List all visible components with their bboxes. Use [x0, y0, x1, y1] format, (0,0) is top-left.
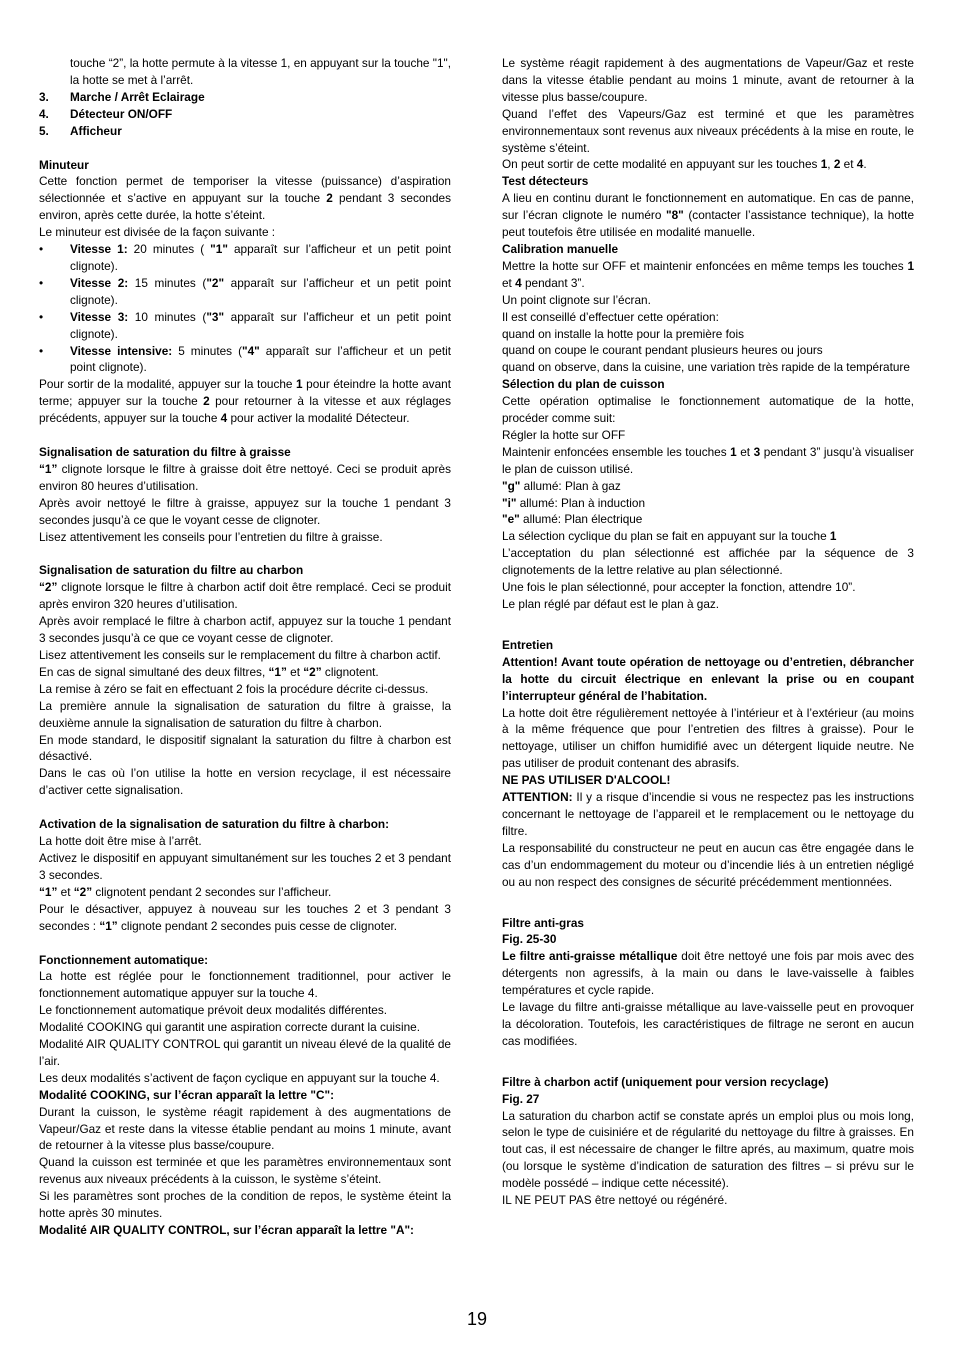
section-heading-test: Test détecteurs: [502, 174, 589, 189]
paragraph: “2” clignote lorsque le filtre à charbon actif doit être remplacé. Ceci se produit après environ 320 heures d’utilisation.: [39, 580, 451, 612]
bullet-item: • Vitesse 3: 10 minutes ("3" apparaît sur l’afficheur et un petit point clignote).: [39, 309, 451, 341]
paragraph: Un point clignote sur l’écran.: [502, 292, 651, 307]
paragraph: La hotte est réglée pour le fonctionnement traditionnel, pour activer le fonctionnement automatique appuyer sur la touche 4.: [39, 969, 451, 1001]
paragraph: La remise à zéro se fait en effectuant 2 fois la procédure décrite ci-dessus.: [39, 681, 429, 696]
paragraph: Quand l’effet des Vapeurs/Gaz est terminé et que les paramètres environnementaux sont revenus aux niveaux précédents à la mise en route, le système s’éteint.: [502, 106, 914, 155]
figure-reference: Fig. 27: [502, 1091, 540, 1106]
paragraph: Lisez attentivement les conseils sur le remplacement du filtre à charbon actif.: [39, 648, 441, 662]
paragraph: La sélection cyclique du plan se fait en appuyant sur la touche 1: [502, 529, 837, 544]
subheading-air-quality: Modalité AIR QUALITY CONTROL, sur l’écran apparaît la lettre "A":: [39, 1223, 414, 1237]
left-column: [39, 55, 451, 1239]
list-item: [39, 89, 451, 106]
paragraph: quand on installe la hotte pour la première fois: [502, 326, 744, 341]
section-heading-calibration: Calibration manuelle: [502, 241, 619, 256]
section-heading-entretien: Entretien: [502, 637, 554, 652]
paragraph: A lieu en continu durant le fonctionnement en automatique. En cas de panne, sur l’écran clignote le numéro "8" (contacter l’assistance technique), la hotte peut toutefois être utilisée en modalité manuelle.: [502, 191, 915, 240]
section-heading-plan: Sélection du plan de cuisson: [502, 377, 665, 392]
paragraph: Quand la cuisson est terminée et que les paramètres environnementaux sont revenus aux niveaux précédents à la cuisson, le système s’éteint.: [39, 1155, 451, 1187]
paragraph: “1” et “2” clignotent pendant 2 secondes sur l’afficheur.: [39, 884, 332, 899]
paragraph: Le filtre anti-graisse métallique doit être nettoyé une fois par mois avec des détergents non agressifs, à la main ou dans le lave-vaisselle à faibles températures et cycle rapide.: [502, 949, 915, 998]
paragraph: On peut sortir de cette modalité en appuyant sur les touches 1, 2 et 4.: [502, 157, 867, 172]
paragraph: Il est conseillé d’effectuer cette opération:: [502, 309, 719, 324]
paragraph: quand on observe, dans la cuisine, une variation très rapide de la température: [502, 360, 910, 375]
section-heading-charbon: Signalisation de saturation du filtre au charbon: [39, 563, 304, 578]
section-heading-graisse: Signalisation de saturation du filtre à graisse: [39, 445, 291, 460]
paragraph: La hotte doit être mise à l’arrêt.: [39, 834, 202, 849]
page-number: 19: [466, 1309, 488, 1329]
list-text: Marche / Arrêt Eclairage: [70, 89, 205, 104]
bullet-item: • Vitesse 1: 20 minutes ( "1" apparaît sur l’afficheur et un petit point clignote).: [39, 242, 452, 273]
paragraph: IL NE PEUT PAS être nettoyé ou régénéré.: [502, 1193, 728, 1208]
paragraph: Pour sortir de la modalité, appuyer sur la touche 1 pour éteindre la hotte avant terme; appuyer sur la touche 2 pour retourner à la vitesse et aux réglages précédents, appuyer sur la touche 4 pour activer la modalité Détecteur.: [39, 377, 451, 426]
paragraph: Le système réagit rapidement à des augmentations de Vapeur/Gaz et reste dans la vitesse établie pendant au moins 1 minute, avant de retourner à la vitesse plus basse/coupure.: [502, 56, 914, 104]
paragraph: Mettre la hotte sur OFF et maintenir enfoncées en même temps les touches 1 et 4 pendant 3”.: [502, 258, 914, 290]
paragraph: La première annule la signalisation de saturation du filtre à graisse, la deuxième annule la signalisation de saturation du filtre à charbon.: [39, 698, 451, 730]
paragraph: Après avoir remplacé le filtre à charbon actif, appuyez sur la touche 1 pendant 3 secondes jusqu’à ce que ce voyant cesse de clignoter.: [39, 614, 451, 646]
figure-reference: Fig. 25-30: [502, 932, 557, 947]
paragraph: La saturation du charbon actif se constate aprés un emploi plus ou mois long, selon le type de cuisiniére et de régularité du nettoyage du filtre à graisses. En tout cas, il est nécessaire de changer le filtre aprés, au maximum, quatre mois (ou lorsque le système d’indication de saturation des filtres – si prévu sur le modèle possédé – indique cette nécessité).: [502, 1108, 914, 1191]
paragraph: quand on coupe le courant pendant plusieurs heures ou jours: [502, 343, 823, 358]
paragraph: Dans le cas où l’on utilise la hotte en version recyclage, il est nécessaire d’activer cette signalisation.: [39, 766, 451, 798]
paragraph: Modalité COOKING qui garantit une aspiration correcte durant la cuisine.: [39, 1020, 420, 1035]
list-text: Afficheur: [70, 123, 122, 138]
paragraph: Lisez attentivement les conseils pour l’entretien du filtre à graisse.: [39, 529, 383, 544]
paragraph: Après avoir nettoyé le filtre à graisse, appuyez sur la touche 1 pendant 3 secondes jusqu’à ce que le voyant cesse de clignoter.: [39, 495, 451, 527]
section-heading-antigras: Filtre anti-gras: [502, 915, 584, 930]
bullet-item: • Vitesse 2: 15 minutes ("2" apparaît sur l’afficheur et un petit point clignote).: [39, 275, 451, 307]
paragraph: En mode standard, le dispositif signalant la saturation du filtre à charbon est désactivé.: [39, 732, 451, 764]
paragraph: Si les paramètres sont proches de la condition de repos, le système éteint la hotte après 30 minutes.: [39, 1189, 451, 1221]
paragraph: Une fois le plan sélectionné, pour accepter la fonction, attendre 10”.: [502, 580, 856, 595]
list-text: Détecteur ON/OFF: [70, 106, 173, 121]
paragraph: La hotte doit être régulièrement nettoyée à l’intérieur et à l’extérieur (au moins à la même fréquence que pour l’entretien des filtres à graisse). Pour le nettoyage, utiliser un chiffon humidifié avec un détergent liquide neutre. Ne pas utiliser de produit contenant des abrasifs.: [502, 705, 914, 771]
paragraph: Modalité AIR QUALITY CONTROL qui garantit un niveau élevé de la qualité de l’air.: [39, 1037, 451, 1068]
paragraph: Activez le dispositif en appuyant simultanément sur les touches 2 et 3 pendant 3 secondes.: [39, 850, 451, 882]
paragraph: En cas de signal simultané des deux filtres, “1” et “2” clignotent.: [39, 664, 379, 679]
section-heading-auto: Fonctionnement automatique:: [39, 952, 209, 967]
paragraph: Cette opération optimalise le fonctionnement automatique de la hotte, procéder comme suit:: [502, 394, 914, 426]
section-heading-charbon-actif: Filtre à charbon actif (uniquement pour version recyclage): [502, 1074, 829, 1089]
list-number: 4.: [39, 106, 49, 121]
paragraph: Durant la cuisson, le système réagit rapidement à des augmentations de Vapeur/Gaz et reste dans la vitesse établie pendant au moins 1 minute, avant de retourner à la vitesse plus basse/coupure.: [39, 1104, 451, 1153]
section-heading-activation: Activation de la signalisation de saturation du filtre à charbon:: [39, 817, 390, 832]
paragraph: Pour le désactiver, appuyez à nouveau sur les touches 2 et 3 pendant 3 secondes : “1” clignote pendant 2 secondes puis cesse de clignoter.: [39, 901, 451, 933]
paragraph: "e" allumé: Plan électrique: [502, 512, 643, 527]
warning-paragraph: Attention! Avant toute opération de nettoyage ou d’entretien, débrancher la hotte du circuit électrique en enlevant la prise ou en coupant l’interrupteur général de l’habitation.: [502, 654, 914, 703]
warning-alcohol: NE PAS UTILISER D'ALCOOL!: [502, 773, 671, 788]
paragraph: "i" allumé: Plan à induction: [502, 495, 646, 510]
paragraph: Le plan réglé par défaut est le plan à gaz.: [502, 597, 720, 611]
paragraph: Maintenir enfoncées ensemble les touches 1 et 3 pendant 3” jusqu’à visualiser le plan de cuisson utilisé.: [502, 444, 914, 476]
list-item: [39, 106, 451, 123]
paragraph: Le fonctionnement automatique prévoit deux modalités différentes.: [39, 1003, 388, 1018]
right-column: [502, 55, 914, 1209]
paragraph: Cette fonction permet de temporiser la vitesse (puissance) d’aspiration sélectionnée et s’active en appuyant sur la touche 2 pendant 3 secondes environ, après cette durée, la hotte s’éteint.: [39, 174, 451, 223]
list-number: 3.: [39, 89, 49, 104]
subheading-cooking: Modalité COOKING, sur l’écran apparaît la lettre "C":: [39, 1087, 335, 1102]
bullet-item: • Vitesse intensive: 5 minutes ("4" apparaît sur l’afficheur et un petit point clignote).: [39, 343, 452, 375]
paragraph: ATTENTION: Il y a risque d’incendie si vous ne respectez pas les instructions concernant le nettoyage de l’appareil et le remplacement ou le nettoyage du filtre.: [502, 790, 914, 838]
list-item: [39, 123, 451, 140]
paragraph: Les deux modalités s’activent de façon cyclique en appuyant sur la touche 4.: [39, 1070, 440, 1085]
section-heading-minuteur: Minuteur: [39, 157, 89, 172]
paragraph: Régler la hotte sur OFF: [502, 427, 626, 442]
paragraph: La responsabilité du constructeur ne peut en aucun cas être engagée dans le cas d’un endommagement du moteur ou d’incendie liés à un entretien négligé ou au non respect des consignes de sécurité précédemment mentionnées.: [502, 840, 914, 889]
paragraph: Le lavage du filtre anti-graisse métallique au lave-vaisselle peut en provoquer la décoloration. Toutefois, les caractéristiques de filtrage ne seront en aucun cas modifiées.: [502, 1000, 914, 1048]
list-number: 5.: [39, 123, 49, 138]
intro-paragraph: touche “2”, la hotte permute à la vitesse 1, en appuyant sur la touche "1", la hotte se met à l’arrêt.: [70, 56, 451, 87]
paragraph: L’acceptation du plan sélectionné est affichée par la séquence de 3 clignotements de la lettre relative au plan sélectionné.: [502, 546, 914, 578]
paragraph: "g" allumé: Plan à gaz: [502, 478, 621, 493]
paragraph: Le minuteur est divisée de la façon suivante :: [39, 225, 276, 240]
paragraph: “1” clignote lorsque le filtre à graisse doit être nettoyé. Ceci se produit après environ 80 heures d’utilisation.: [39, 461, 451, 493]
